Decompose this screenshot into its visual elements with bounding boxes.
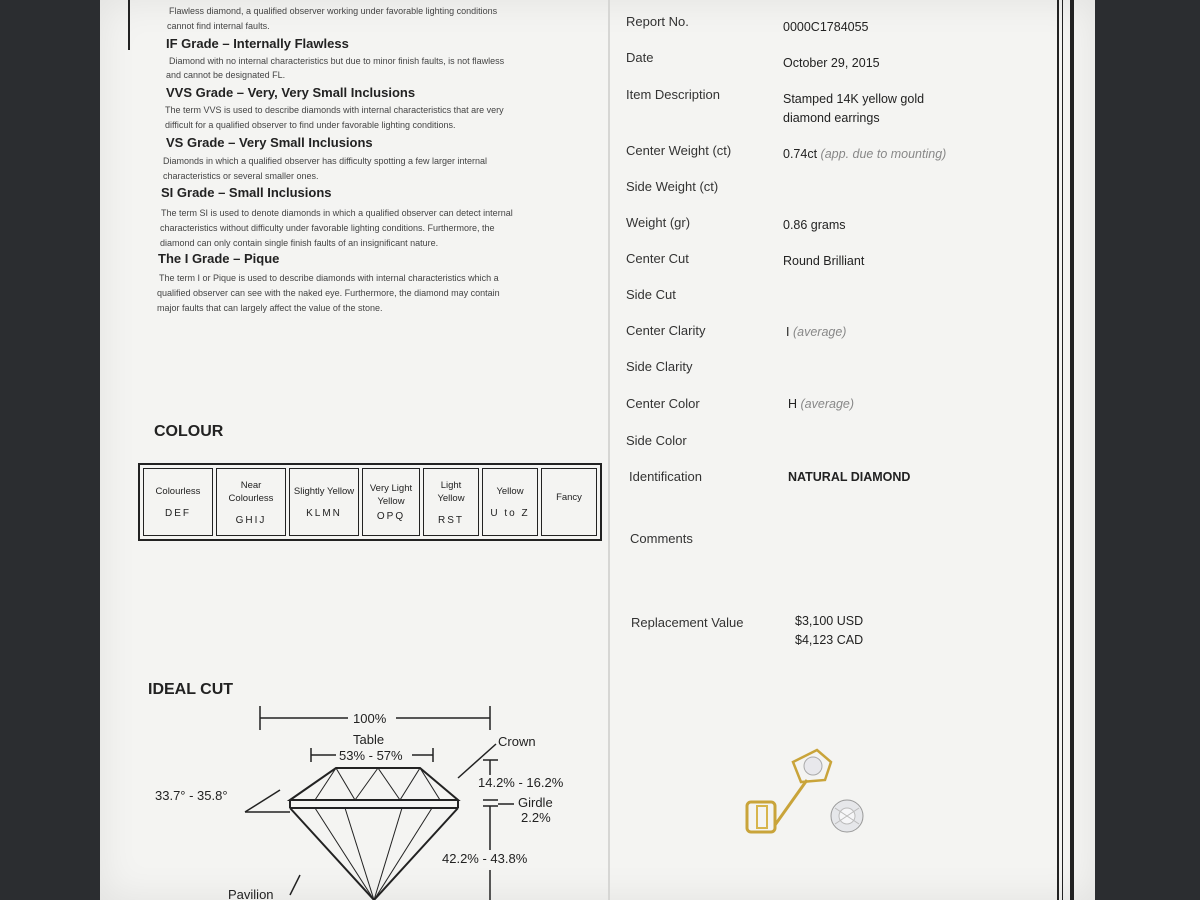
replacement-value-usd: $3,100 USD (795, 614, 864, 628)
ideal-cut-girdle-value: 2.2% (521, 810, 551, 825)
colour-cell-letters: DEF (165, 508, 191, 519)
ideal-cut-table-range: 53% - 57% (339, 748, 403, 763)
grade-vvs-text: The term VVS is used to describe diamonds with internal characteristics that are very (165, 105, 504, 115)
center-color-label: Center Color (626, 396, 700, 411)
colour-cell-letters: RST (438, 514, 464, 526)
grade-intro-line-2: cannot find internal faults. (167, 21, 270, 31)
colour-cell (541, 468, 597, 536)
colour-cell (482, 468, 538, 536)
frame-line-inner (1062, 0, 1063, 900)
grade-i-text: The term I or Pique is used to describe diamonds with internal characteristics which a (159, 273, 499, 283)
grade-vs-title: VS Grade – Very Small Inclusions (166, 135, 373, 150)
colour-cell (143, 468, 213, 536)
ideal-cut-crown-height: 14.2% - 16.2% (478, 775, 564, 790)
grade-si-text: The term SI is used to denote diamonds in which a qualified observer can detect internal (161, 208, 513, 218)
colour-cell-name: Fancy (556, 491, 582, 503)
ideal-cut-pavilion-depth: 42.2% - 43.8% (442, 851, 528, 866)
center-color-value (788, 395, 854, 414)
grade-if-text: and cannot be designated FL. (166, 70, 286, 80)
identification-label: Identification (629, 469, 702, 484)
frame-line-top-left (128, 0, 130, 50)
center-weight-number: 0.74ct (783, 147, 818, 161)
grade-si-text: characteristics without difficulty under favorable lighting conditions. Furthermore, the (160, 223, 495, 233)
center-cut-label: Center Cut (626, 251, 689, 266)
earring-photo (735, 740, 885, 850)
center-color-grade: H (788, 397, 798, 411)
grade-intro-line-1: Flawless diamond, a qualified observer working under favorable lighting conditions (169, 6, 498, 16)
center-clarity-grade: I (786, 325, 790, 339)
item-description-value (783, 90, 924, 128)
colour-cell-letters: U to Z (490, 508, 530, 519)
replacement-value-label: Replacement Value (631, 615, 744, 630)
item-description-line: diamond earrings (783, 111, 880, 125)
grade-i-text: major faults that can largely affect the value of the stone. (157, 303, 383, 313)
side-color-label: Side Color (626, 433, 687, 448)
grade-si-title: SI Grade – Small Inclusions (161, 185, 332, 200)
colour-cell-name: Light Yellow (437, 479, 465, 504)
replacement-value-cad: $4,123 CAD (795, 633, 864, 647)
colour-cell-name: Near Colourless (228, 479, 274, 504)
ideal-cut-title: IDEAL CUT (148, 681, 234, 698)
report-no-label: Report No. (626, 14, 689, 29)
center-clarity-label: Center Clarity (626, 323, 706, 338)
weight-gr-value: 0.86 grams (783, 218, 846, 232)
date-value: October 29, 2015 (783, 56, 880, 70)
ideal-cut-table-label: Table (353, 732, 385, 747)
grade-vvs-title: VVS Grade – Very, Very Small Inclusions (166, 85, 416, 100)
center-weight-value (783, 145, 946, 164)
center-weight-label: Center Weight (ct) (626, 143, 732, 158)
center-color-note: (average) (800, 397, 855, 411)
gold-stud-earring (747, 750, 831, 832)
colour-cell (289, 468, 359, 536)
grade-i-text: qualified observer can see with the naked eye. Furthermore, the diamond may contain (157, 288, 500, 298)
center-clarity-note: (average) (792, 325, 847, 339)
item-description-label: Item Description (626, 87, 720, 102)
center-clarity-value (786, 323, 846, 342)
colour-cell (216, 468, 286, 536)
colour-cell-name: Very Light Yellow (369, 483, 413, 507)
colour-title: COLOUR (154, 423, 224, 440)
grade-if-title: IF Grade – Internally Flawless (166, 36, 349, 51)
frame-line-outer-right (1070, 0, 1074, 900)
colour-cell-letters: GHIJ (235, 514, 267, 526)
identification-value: NATURAL DIAMOND (788, 470, 911, 484)
grade-si-text: diamond can only contain single finish faults of an insignificant nature. (160, 238, 439, 248)
ideal-cut-girdle-label: Girdle (518, 795, 553, 810)
comments-label: Comments (630, 531, 693, 546)
colour-cell-name: Slightly Yellow (293, 486, 355, 497)
colour-cell (423, 468, 479, 536)
ideal-cut-width: 100% (353, 711, 387, 726)
item-description-line: Stamped 14K yellow gold (783, 92, 925, 106)
colour-cell (362, 468, 420, 536)
side-clarity-label: Side Clarity (626, 359, 693, 374)
ideal-cut-crown-angle: 33.7° - 35.8° (155, 788, 228, 803)
center-cut-value: Round Brilliant (783, 254, 865, 268)
colour-cell-letters: OPQ (376, 511, 406, 522)
grade-vs-text: Diamonds in which a qualified observer has difficulty spotting a few larger internal (163, 156, 488, 166)
ideal-cut-crown-label: Crown (498, 734, 536, 749)
report-no-value: 0000C1784055 (783, 20, 869, 34)
colour-scale-table (138, 463, 602, 541)
date-label: Date (626, 50, 654, 65)
frame-line-outer-left (1057, 0, 1059, 900)
weight-gr-label: Weight (gr) (626, 215, 691, 230)
ideal-cut-pavilion-label: Pavilion (228, 887, 274, 900)
colour-cell-name: Colourless (155, 486, 201, 497)
grade-if-text: Diamond with no internal characteristics but due to minor finish faults, is not flawless (169, 56, 505, 66)
replacement-value (795, 612, 863, 650)
grade-vvs-text: difficult for a qualified observer to find under favorable lighting conditions. (165, 120, 456, 130)
ideal-cut-diagram (140, 700, 610, 900)
side-weight-label: Side Weight (ct) (626, 179, 719, 194)
grade-i-title: The I Grade – Pique (158, 251, 280, 266)
diamond-stone (831, 800, 863, 832)
colour-cell-letters: KLMN (306, 508, 342, 519)
grade-vs-text: characteristics or several smaller ones. (163, 171, 319, 181)
colour-cell-name: Yellow (496, 486, 524, 497)
center-weight-note: (app. due to mounting) (820, 147, 947, 161)
side-cut-label: Side Cut (626, 287, 676, 302)
